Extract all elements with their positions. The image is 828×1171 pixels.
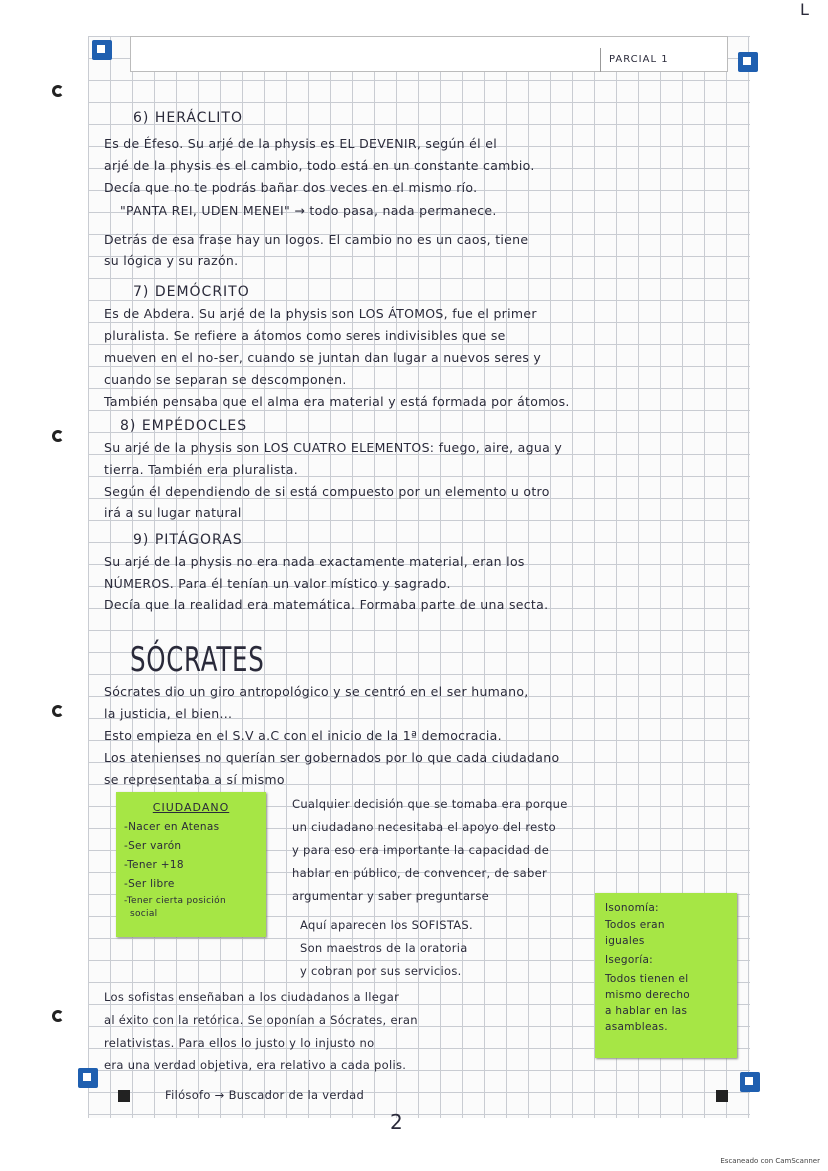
heading-democrito: 7) DEMÓCRITO bbox=[133, 284, 250, 300]
text-line: Los sofistas enseñaban a los ciudadanos a llegar bbox=[104, 990, 400, 1004]
text-line: mueven en el no-ser, cuando se juntan dan lugar a nuevos seres y bbox=[104, 350, 542, 365]
text-line: relativistas. Para ellos lo justo y lo injusto no bbox=[104, 1036, 375, 1050]
note-item: iguales bbox=[605, 935, 645, 947]
text-line: un ciudadano necesitaba el apoyo del resto bbox=[292, 820, 556, 834]
text-line: argumentar y saber preguntarse bbox=[292, 889, 490, 903]
heading-heraclito: 6) HERÁCLITO bbox=[133, 110, 243, 126]
text-line: irá a su lugar natural bbox=[104, 505, 242, 520]
heading-empedocles: 8) EMPÉDOCLES bbox=[120, 418, 248, 434]
heading-pitagoras: 9) PITÁGORAS bbox=[133, 532, 243, 548]
corner-square-icon bbox=[740, 1072, 760, 1092]
note-item: -Ser libre bbox=[124, 878, 175, 890]
text-line: hablar en público, de convencer, de saber bbox=[292, 866, 547, 880]
note-item: asambleas. bbox=[605, 1021, 668, 1033]
text-line: se representaba a sí mismo bbox=[104, 772, 285, 787]
text-line: Es de Éfeso. Su arjé de la physis es EL DEVENIR, según él el bbox=[104, 136, 497, 151]
text-line: Según él dependiendo de si está compuesto por un elemento u otro bbox=[104, 484, 550, 499]
note-item: -Nacer en Atenas bbox=[124, 821, 220, 833]
text-line: cuando se separan se descomponen. bbox=[104, 372, 347, 387]
text-line: Sócrates dio un giro antropológico y se centró en el ser humano, bbox=[104, 684, 529, 699]
text-line: Son maestros de la oratoria bbox=[300, 941, 468, 955]
text-line: al éxito con la retórica. Se oponían a Sócrates, eran bbox=[104, 1013, 418, 1027]
heading-socrates: SÓCRATES bbox=[130, 640, 265, 680]
text-line: era una verdad objetiva, era relativo a cada polis. bbox=[104, 1058, 407, 1072]
text-line: "PANTA REI, UDEN MENEI" → todo pasa, nada permanece. bbox=[120, 203, 497, 218]
text-line: su lógica y su razón. bbox=[104, 253, 239, 268]
note-item: -Tener +18 bbox=[124, 859, 184, 871]
note-item: mismo derecho bbox=[605, 989, 691, 1001]
scanner-watermark: Escaneado con CamScanner bbox=[720, 1157, 820, 1165]
text-line: Aquí aparecen los SOFISTAS. bbox=[300, 918, 473, 932]
text-line: Filósofo → Buscador de la verdad bbox=[165, 1088, 365, 1102]
text-line: Decía que la realidad era matemática. Formaba parte de una secta. bbox=[104, 597, 549, 612]
corner-square-icon bbox=[78, 1068, 98, 1088]
text-line: tierra. También era pluralista. bbox=[104, 462, 299, 477]
note-item: a hablar en las bbox=[605, 1005, 688, 1017]
text-line: Cualquier decisión que se tomaba era porque bbox=[292, 797, 568, 811]
note-item: -Ser varón bbox=[124, 840, 182, 852]
sticky-note-ciudadano bbox=[116, 792, 266, 937]
text-line: la justicia, el bien... bbox=[104, 706, 233, 721]
text-line: NÚMEROS. Para él tenían un valor místico y sagrado. bbox=[104, 576, 451, 591]
binder-hole-icon bbox=[52, 85, 64, 97]
note-item: Todos eran bbox=[605, 919, 665, 931]
note-item: Todos tienen el bbox=[605, 973, 689, 985]
note-title: CIUDADANO bbox=[152, 801, 230, 814]
exam-label: PARCIAL 1 bbox=[600, 48, 725, 72]
text-line: Su arjé de la physis no era nada exactamente material, eran los bbox=[104, 554, 525, 569]
registration-mark bbox=[716, 1090, 728, 1102]
sticky-note-isonomia bbox=[595, 893, 737, 1058]
text-line: Es de Abdera. Su arjé de la physis son LOS ÁTOMOS, fue el primer bbox=[104, 306, 537, 321]
text-line: Esto empieza en el S.V a.C con el inicio de la 1ª democracia. bbox=[104, 728, 502, 743]
text-line: Decía que no te podrás bañar dos veces en el mismo río. bbox=[104, 180, 478, 195]
corner-square-icon bbox=[92, 40, 112, 60]
text-line: arjé de la physis es el cambio, todo está en un constante cambio. bbox=[104, 158, 535, 173]
note-title: Isegoría: bbox=[605, 954, 654, 966]
page-number: 2 bbox=[390, 1110, 403, 1134]
text-line: Detrás de esa frase hay un logos. El cambio no es un caos, tiene bbox=[104, 232, 529, 247]
registration-mark bbox=[118, 1090, 130, 1102]
binder-hole-icon bbox=[52, 430, 64, 442]
text-line: y cobran por sus servicios. bbox=[300, 964, 462, 978]
text-line: pluralista. Se refiere a átomos como seres indivisibles que se bbox=[104, 328, 506, 343]
note-title: Isonomía: bbox=[605, 902, 659, 914]
corner-mark: L bbox=[800, 0, 809, 19]
text-line: También pensaba que el alma era material y está formada por átomos. bbox=[104, 394, 570, 409]
corner-square-icon bbox=[738, 52, 758, 72]
text-line: y para eso era importante la capacidad de bbox=[292, 843, 550, 857]
text-line: Los atenienses no querían ser gobernados por lo que cada ciudadano bbox=[104, 750, 560, 765]
note-item: -Tener cierta posición bbox=[124, 896, 226, 906]
text-line: Su arjé de la physis son LOS CUATRO ELEMENTOS: fuego, aire, agua y bbox=[104, 440, 563, 455]
note-item: social bbox=[130, 909, 158, 919]
binder-hole-icon bbox=[52, 705, 64, 717]
binder-hole-icon bbox=[52, 1010, 64, 1022]
